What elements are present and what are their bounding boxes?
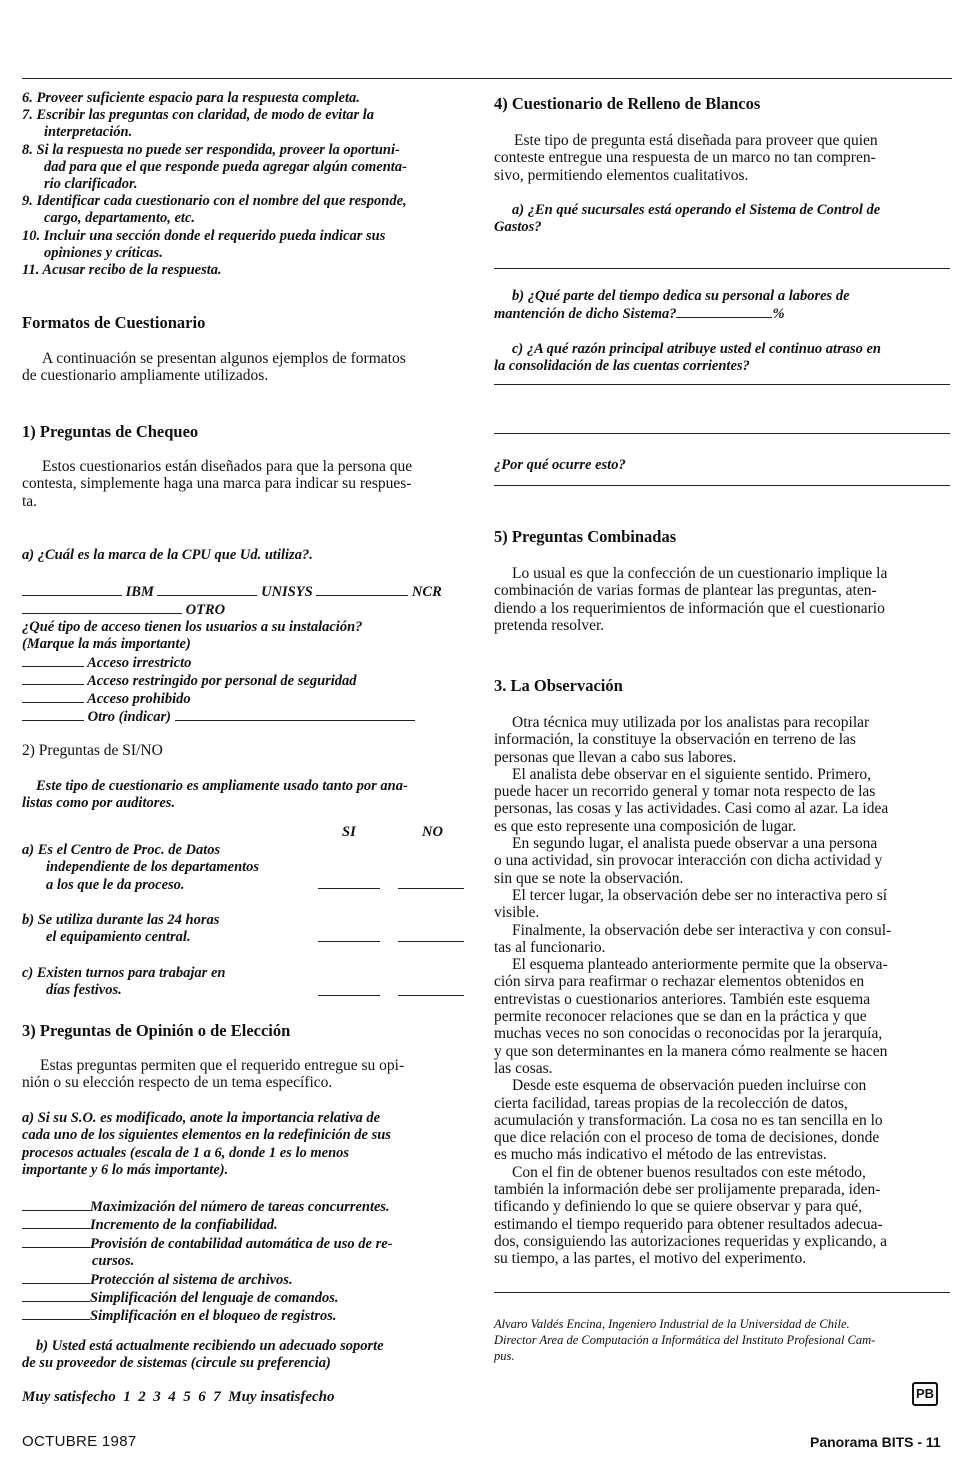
observacion-line: El esquema planteado anteriormente permite que la observa- [512,956,888,974]
acceso-option: Acceso restringido por personal de seguridad [22,672,357,690]
observacion-line: ción sirva para reafirmar o rechazar elementos obtenidos en [494,973,865,991]
blank-line[interactable] [22,1289,90,1302]
observacion-line: que dice relación con el proceso de toma de decisiones, donde [494,1129,880,1147]
pb-logo: PB [912,1382,938,1406]
brand-ncr: NCR [411,584,442,600]
opinion-item: Incremento de la confiabilidad. [22,1216,392,1234]
blank-line[interactable] [22,672,84,685]
observacion-line: sin que se note la observación. [494,869,684,887]
relleno-question-c: c) ¿A qué razón principal atribuye usted el continuo atraso en la consolidación de las cuentas corrientes? [494,341,881,375]
blank-line[interactable] [22,1307,90,1320]
no-answer-blank[interactable] [398,876,464,889]
observacion-line: tas al funcionario. [494,938,606,956]
brand-unisys: UNISYS [261,584,313,600]
observacion-line: dos, consiguiendo las autorizaciones requeridas y explicando, a [494,1232,887,1250]
list-item: 10. Incluir una sección donde el requerido pueda indicar sus opiniones y críticas. [22,227,386,261]
sino-question: c) Existen turnos para trabajar en días festivos. [22,965,226,999]
observacion-text [494,714,950,1268]
footer-date: OCTUBRE 1987 [22,1433,137,1450]
brand-row-2 [22,601,225,619]
blank-line[interactable] [316,583,408,596]
observacion-line: tificando y definiendo lo que se quiere observar y para qué, [494,1198,862,1216]
observacion-line: permite reconocer relaciones que se dan en la práctica y que [494,1008,867,1026]
brand-otro: OTRO [185,602,226,618]
observacion-line: las cosas. [494,1059,553,1077]
opinion-item: Protección al sistema de archivos. [22,1271,392,1289]
si-header: SI [342,824,356,840]
answer-line[interactable] [494,268,950,269]
heading-combinadas: 5) Preguntas Combinadas [494,527,677,546]
footer-page: Panorama BITS - 11 [810,1434,941,1450]
observacion-line: Otra técnica muy utilizada por los analistas para recopilar [512,714,870,731]
no-answer-blank[interactable] [398,983,464,996]
sino-question: b) Se utiliza durante las 24 horas el equipamiento central. [22,912,220,946]
blank-line[interactable] [22,654,84,667]
acceso-option: Acceso irrestricto [22,654,191,672]
observacion-line: personas que llevan a cabo sus labores. [494,748,737,766]
author-bio: Alvaro Valdés Encina, Ingeniero Industrial de la Universidad de Chile. Director Area de Computación a Informática del Instituto Profesional Cam- pus. [494,1317,876,1363]
observacion-line: o una actividad, sin provocar interacción con dicha actividad y [494,852,883,870]
blank-line[interactable] [22,708,84,721]
observacion-line: Con el fin de obtener buenos resultados con este método, [512,1163,866,1181]
opinion-item: Maximización del número de tareas concurrentes. [22,1198,392,1216]
relleno-text: Este tipo de pregunta está diseñada para proveer que quien conteste entregue una respuesta de un marco no tan compren- sivo, permitiendo elementos cualitativos. [494,132,878,184]
no-header: NO [422,824,443,840]
si-answer-blank[interactable] [318,876,380,889]
list-item: 11. Acusar recibo de la respuesta. [22,262,222,279]
no-answer-blank[interactable] [398,929,464,942]
sino-question: a) Es el Centro de Proc. de Datos independiente de los departamentos a los que le da proceso. [22,842,260,893]
observacion-line: puede hacer un recorrido general y tomar nota respecto de las [494,783,876,801]
heading-chequeo: 1) Preguntas de Chequeo [22,422,199,441]
observacion-line: El tercer lugar, la observación debe ser no interactiva pero sí [512,886,888,904]
opinion-item: Simplificación en el bloqueo de registros. [22,1307,392,1325]
blank-line[interactable] [22,583,122,596]
list-item: 7. Escribir las preguntas con claridad, de modo de evitar la interpretación. [22,107,375,141]
question-acceso-note: (Marque la más importante) [22,636,191,652]
list-item: 8. Si la respuesta no puede ser respondida, proveer la oportuni- dad para que el que responde pueda agregar algún comenta- rio clarificador. [22,141,407,193]
list-item: 9. Identificar cada cuestionario con el nombre del que responde, cargo, departamento, etc. [22,193,407,227]
si-answer-blank[interactable] [318,929,380,942]
blank-line[interactable] [22,1216,90,1229]
recommendations-list [22,90,478,279]
opinion-item: Simplificación del lenguaje de comandos. [22,1289,392,1307]
answer-line[interactable] [494,433,950,434]
observacion-line: estimando el tiempo requerido para obtener resultados adecua- [494,1215,883,1233]
list-item: 6. Proveer suficiente espacio para la respuesta completa. [22,90,360,106]
observacion-line: visible. [494,904,540,922]
observacion-line: acumulación y transformación. La cosa no es tan sencilla en lo [494,1111,883,1129]
observacion-line: En segundo lugar, el analista puede observar a una persona [512,835,878,853]
opinion-question-b: b) Usted está actualmente recibiendo un adecuado soporte de su proveedor de sistemas (circule su preferencia) [22,1338,384,1372]
observacion-line: personas, las cosas y las actividades. Casi como al azar. La idea [494,800,889,818]
observacion-line: cierta facilidad, tareas propias de la recolección de datos, [494,1094,848,1112]
brand-row [22,583,478,601]
blank-line[interactable] [157,583,257,596]
relleno-question-a: a) ¿En qué sucursales está operando el Sistema de Control de Gastos? [494,202,881,236]
answer-line[interactable] [494,485,950,486]
si-answer-blank[interactable] [318,983,380,996]
acceso-option: Otro (indicar) [22,708,415,726]
observacion-line: entrevistas o cuestionarios anteriores. También este esquema [494,990,871,1008]
observacion-line: también la información debe ser prolijamente preparada, iden- [494,1181,881,1199]
observacion-line: es que esto represente una composición de lugar. [494,817,797,835]
blank-line[interactable] [22,601,182,614]
acceso-option: Acceso prohibido [22,690,191,708]
answer-line[interactable] [494,384,950,385]
top-rule [22,78,952,79]
satisfaction-scale[interactable]: Muy satisfecho 1 2 3 4 5 6 7 Muy insatisfecho [22,1389,335,1405]
heading-sino: 2) Preguntas de SI/NO [22,742,163,759]
observacion-line: Desde este esquema de observación pueden incluirse con [512,1077,867,1095]
opinion-item: Provisión de contabilidad automática de uso de re- [22,1235,392,1253]
observacion-line: Finalmente, la observación debe ser interactiva y con consul- [512,921,892,939]
heading-opinion: 3) Preguntas de Opinión o de Elección [22,1021,291,1040]
observacion-line: y que son determinantes en la manera cómo realmente se hacen [494,1042,888,1060]
opinion-text: Estas preguntas permiten que el requerido entregue su opi- nión o su elección respecto de un tema específico. [22,1057,405,1092]
observacion-line: es mucho más indicativo el método de las entrevistas. [494,1146,827,1164]
heading-relleno: 4) Cuestionario de Relleno de Blancos [494,94,761,113]
heading-formatos: Formatos de Cuestionario [22,313,206,332]
formatos-text: A continuación se presentan algunos ejemplos de formatos de cuestionario ampliamente utilizados. [22,350,406,385]
relleno-por-que: ¿Por qué ocurre esto? [494,457,626,473]
left-column [22,90,478,1405]
opinion-items [22,1198,392,1326]
blank-line[interactable] [175,708,415,721]
combinadas-text: Lo usual es que la confección de un cuestionario implique la combinación de varias formas de plantear las preguntas, aten- diendo a los requerimientos de información que el cuestionario pretenda resolver. [494,565,888,634]
blank-line[interactable] [22,1235,90,1248]
blank-line[interactable] [676,305,772,318]
author-rule [494,1292,950,1293]
observacion-line: muchas veces no son conocidas o reconocidas por la jerarquía, [494,1025,883,1043]
question-cpu: a) ¿Cuál es la marca de la CPU que Ud. utiliza?. [22,547,313,563]
opinion-question-a: a) Si su S.O. es modificado, anote la importancia relativa de cada uno de los siguientes elementos en la redefinición de sus procesos actuales (escala de 1 a 6, donde 1 es lo menos importante y 6 lo más importante). [22,1110,391,1179]
chequeo-text: Estos cuestionarios están diseñados para que la persona que contesta, simplemente haga una marca para indicar su respues- ta. [22,458,413,510]
opinion-item: cursos. [92,1253,135,1270]
blank-line[interactable] [22,1271,90,1284]
brand-ibm: IBM [125,584,154,600]
heading-observacion: 3. La Observación [494,676,623,695]
relleno-question-b: b) ¿Qué parte del tiempo dedica su personal a labores de mantención de dicho Sistema? % [494,288,850,323]
sino-text: Este tipo de cuestionario es ampliamente usado tanto por ana- listas como por auditores. [22,778,408,812]
question-acceso: ¿Qué tipo de acceso tienen los usuarios a su instalación? [22,619,363,635]
observacion-line: su tiempo, a las partes, el motivo del experimento. [494,1250,807,1268]
blank-line[interactable] [22,690,84,703]
observacion-line: información, la constituye la observación en terreno de las [494,731,856,749]
blank-line[interactable] [22,1198,90,1211]
observacion-line: El analista debe observar en el siguiente sentido. Primero, [512,765,871,783]
